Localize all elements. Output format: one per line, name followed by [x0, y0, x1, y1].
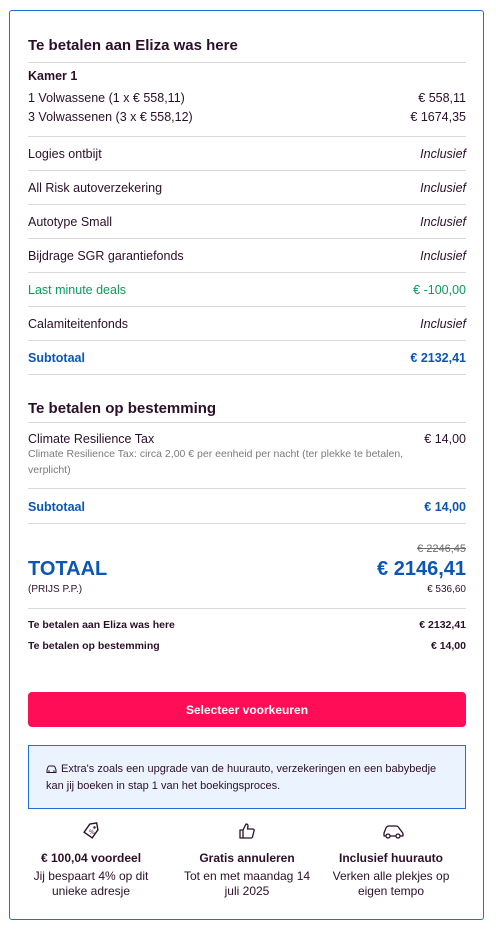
pay-destination-value: € 14,00: [430, 640, 466, 652]
item-value: Inclusief: [420, 147, 466, 161]
item-value: Inclusief: [420, 215, 466, 229]
discount-row: [28, 283, 466, 297]
divider: [28, 170, 466, 171]
divider: [28, 204, 466, 205]
divider: [28, 374, 466, 375]
svg-text:%: %: [89, 829, 95, 836]
pp-value: € 536,60: [427, 584, 466, 595]
divider: [28, 306, 466, 307]
feature-desc: Verken alle plekjes op eigen tempo: [332, 869, 450, 898]
divider: [28, 523, 466, 524]
pay-host-label: Te betalen aan Eliza was here: [28, 619, 175, 631]
feature-title: Gratis annuleren: [199, 851, 295, 865]
select-preferences-button[interactable]: Selecteer voorkeuren: [28, 692, 466, 727]
guest-line-value: € 1674,35: [410, 110, 466, 124]
subtotal-label: Subtotaal: [28, 500, 85, 514]
tax-row: [28, 432, 466, 446]
old-price: € 2246,45: [417, 543, 466, 555]
item-row: [28, 147, 466, 161]
section-title-host: Te betalen aan Eliza was here: [28, 37, 238, 54]
guest-line-label: 3 Volwassenen (3 x € 558,12): [28, 110, 193, 124]
item-value: Inclusief: [420, 181, 466, 195]
item-row: [28, 215, 466, 229]
discount-tag-icon: [82, 822, 100, 840]
room-title: Kamer 1: [28, 69, 78, 83]
feature-savings: [26, 822, 156, 899]
guest-line: [28, 91, 466, 105]
feature-cancel: [182, 822, 312, 899]
item-label: Calamiteitenfonds: [28, 317, 129, 331]
item-row: [28, 181, 466, 195]
item-label: Autotype Small: [28, 215, 113, 229]
tax-value: € 14,00: [424, 432, 466, 446]
guest-line-label: 1 Volwassene (1 x € 558,11): [28, 91, 185, 105]
info-text: Extra's zoals een upgrade van de huurauto, verzekeringen en een babybedje kan jij boeken in stap 1 van het boekingsproces.: [46, 763, 437, 792]
divider: [28, 272, 466, 273]
item-value: Inclusief: [420, 249, 466, 263]
pp-row: [28, 584, 466, 595]
pay-destination-row: [28, 640, 466, 652]
divider: [28, 608, 466, 609]
car-icon: [382, 822, 400, 840]
divider: [28, 238, 466, 239]
feature-rental-car: [326, 822, 456, 899]
subtotal-row: [28, 500, 466, 514]
item-label: Logies ontbijt: [28, 147, 102, 161]
pp-label: (PRIJS P.P.): [28, 584, 83, 595]
feature-title: Inclusief huurauto: [338, 851, 443, 865]
subtotal-value: € 14,00: [424, 500, 466, 514]
guest-line: [28, 110, 466, 124]
subtotal-row: [28, 351, 466, 365]
pay-host-row: [28, 619, 466, 631]
divider: [28, 136, 466, 137]
divider: [28, 422, 466, 423]
guest-line-value: € 558,11: [418, 91, 466, 105]
total-label: TOTAAL: [28, 558, 108, 580]
tax-label: Climate Resilience Tax: [28, 432, 155, 446]
tax-note: Climate Resilience Tax: circa 2,00 € per eenheid per nacht (ter plekke te betalen, verplicht): [28, 448, 404, 476]
item-label: Bijdrage SGR garantiefonds: [28, 249, 184, 263]
discount-value: € -100,00: [413, 283, 466, 297]
feature-desc: Jij bespaart 4% op dit unieke adresje: [33, 869, 149, 898]
feature-title: € 100,04 voordeel: [40, 851, 142, 865]
divider: [28, 62, 466, 63]
price-summary-card: [9, 10, 484, 920]
thumbs-up-icon: [238, 822, 256, 840]
item-value: Inclusief: [420, 317, 466, 331]
divider: [28, 488, 466, 489]
item-row: [28, 249, 466, 263]
subtotal-label: Subtotaal: [28, 351, 85, 365]
feature-desc: Tot en met maandag 14 juli 2025: [183, 869, 311, 898]
item-row: [28, 317, 466, 331]
info-box: [28, 745, 466, 809]
pay-host-value: € 2132,41: [419, 619, 466, 631]
car-icon: [46, 764, 57, 779]
total-value: € 2146,41: [377, 558, 466, 580]
section-title-destination: Te betalen op bestemming: [28, 400, 217, 417]
total-row: [28, 558, 466, 581]
subtotal-value: € 2132,41: [410, 351, 466, 365]
divider: [28, 340, 466, 341]
discount-label: Last minute deals: [28, 283, 126, 297]
pay-destination-label: Te betalen op bestemming: [28, 640, 160, 652]
item-label: All Risk autoverzekering: [28, 181, 163, 195]
